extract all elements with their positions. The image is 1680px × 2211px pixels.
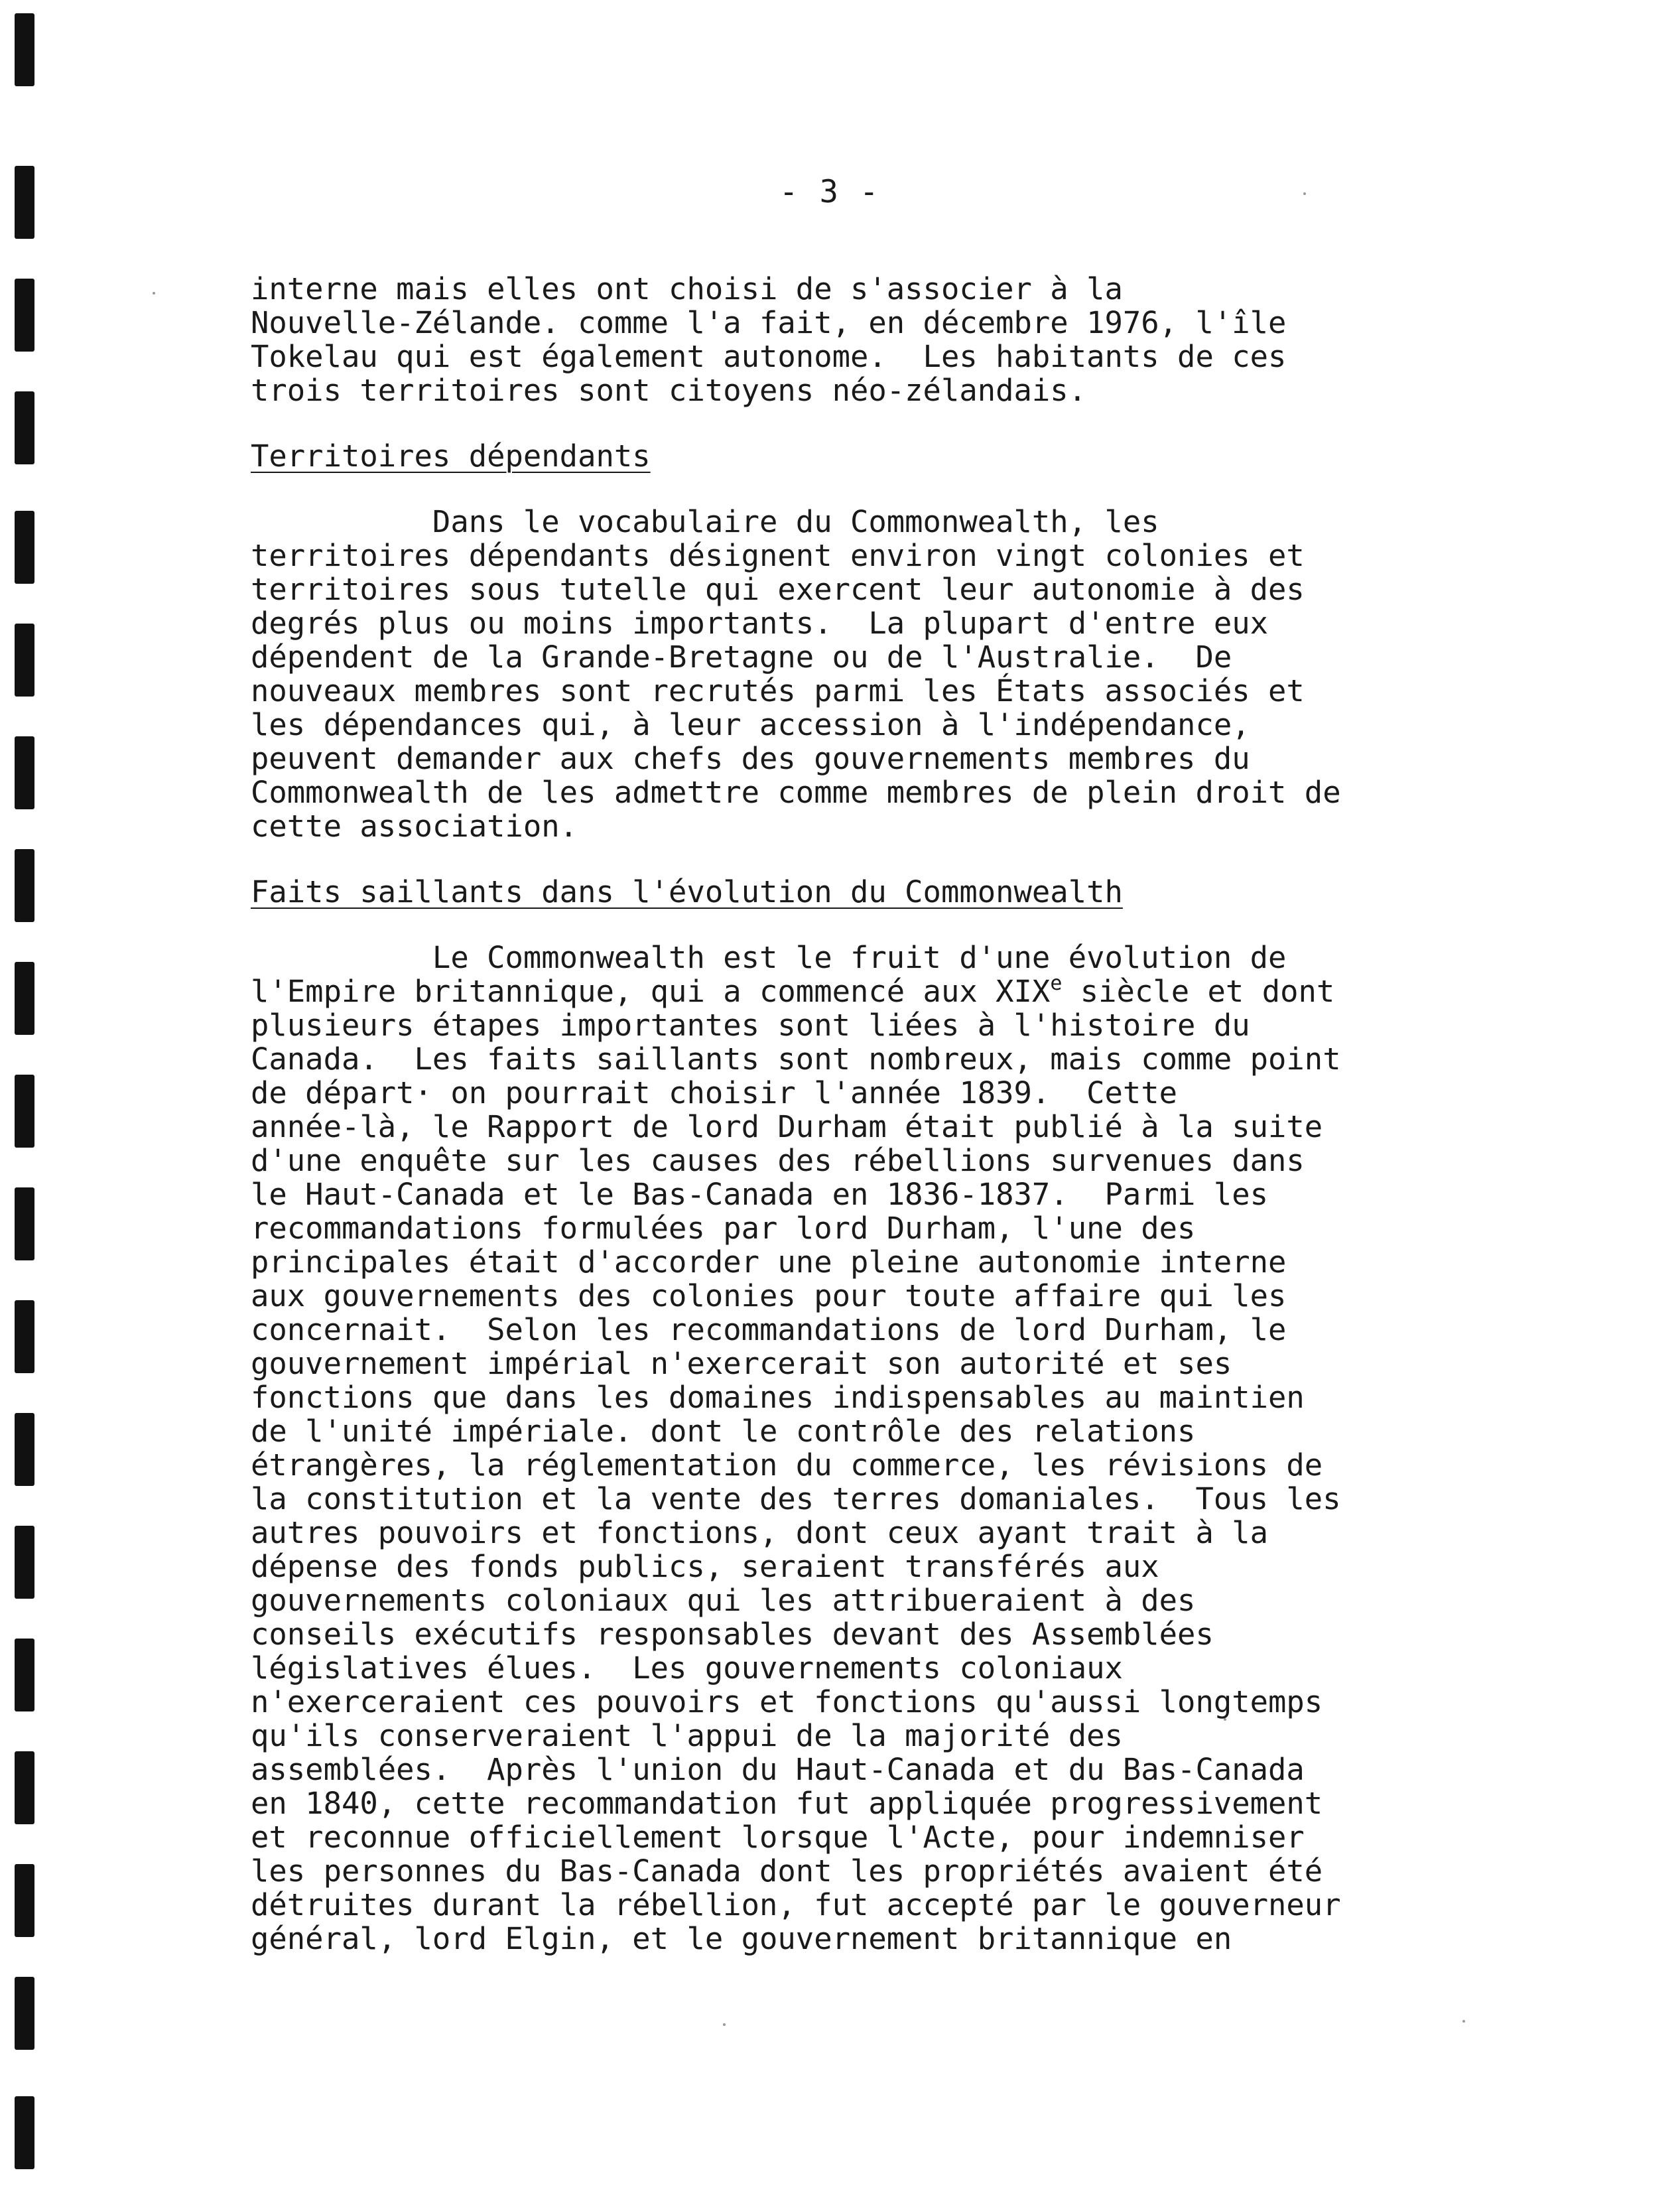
scan-speck — [153, 292, 155, 295]
text-line: nouveaux membres sont recrutés parmi les États associés et — [251, 673, 1305, 708]
text-line: de départ· on pourrait choisir l'année 1839. Cette — [251, 1075, 1178, 1110]
text-line: détruites durant la rébellion, fut accepté par le gouverneur — [251, 1887, 1341, 1922]
binder-mark — [15, 1526, 34, 1599]
binder-mark — [15, 511, 34, 584]
binder-mark — [15, 962, 34, 1035]
binder-mark — [15, 1864, 34, 1937]
text-line: Tokelau qui est également autonome. Les habitants de ces — [251, 339, 1287, 374]
text-line: recommandations formulées par lord Durham, l'une des — [251, 1211, 1196, 1246]
text-line: les personnes du Bas-Canada dont les propriétés avaient été — [251, 1853, 1323, 1889]
text-line: Nouvelle-Zélande. comme l'a fait, en décembre 1976, l'île — [251, 305, 1287, 340]
text-line: en 1840, cette recommandation fut appliquée progressivement — [251, 1786, 1323, 1821]
text-line: interne mais elles ont choisi de s'associer à la — [251, 271, 1123, 306]
text-line: territoires dépendants désignent environ vingt colonies et — [251, 538, 1305, 573]
text-line: général, lord Elgin, et le gouvernement britannique en — [251, 1921, 1232, 1956]
text-line: dépense des fonds publics, seraient transférés aux — [251, 1549, 1159, 1584]
text-line: gouvernement impérial n'exercerait son autorité et ses — [251, 1346, 1232, 1381]
text-line: qu'ils conserveraient l'appui de la majorité des — [251, 1718, 1123, 1753]
binder-mark — [15, 1977, 34, 2050]
binder-mark — [15, 1300, 34, 1373]
text-line: la constitution et la vente des terres domaniales. Tous les — [251, 1481, 1341, 1516]
text-line: conseils exécutifs responsables devant des Assemblées — [251, 1617, 1214, 1652]
text-line: Dans le vocabulaire du Commonwealth, les — [251, 504, 1159, 539]
section-heading-faits-saillants: Faits saillants dans l'évolution du Commonwealth — [251, 874, 1123, 909]
text-line: principales était d'accorder une pleine autonomie interne — [251, 1244, 1287, 1280]
text-line: les dépendances qui, à leur accession à l'indépendance, — [251, 707, 1250, 742]
text-segment: siècle et dont — [1062, 974, 1335, 1009]
binder-mark — [15, 1751, 34, 1824]
paragraph-continuation — [251, 272, 1484, 407]
binder-mark — [15, 1187, 34, 1260]
text-line: gouvernements coloniaux qui les attribueraient à des — [251, 1583, 1196, 1618]
binder-mark — [15, 849, 34, 922]
text-line: plusieurs étapes importantes sont liées à l'histoire du — [251, 1008, 1250, 1043]
binder-mark — [15, 624, 34, 697]
text-line: n'exerceraient ces pouvoirs et fonctions qu'aussi longtemps — [251, 1684, 1323, 1719]
text-line: législatives élues. Les gouvernements coloniaux — [251, 1650, 1123, 1686]
binder-mark — [15, 736, 34, 809]
text-line: Le Commonwealth est le fruit d'une évolution de — [251, 940, 1287, 975]
text-line: et reconnue officiellement lorsque l'Acte, pour indemniser — [251, 1820, 1305, 1855]
binder-mark — [15, 1639, 34, 1711]
text-line: étrangères, la réglementation du commerce, les révisions de — [251, 1447, 1323, 1483]
text-line: le Haut-Canada et le Bas-Canada en 1836-1837. Parmi les — [251, 1177, 1269, 1212]
binder-hole-marks — [15, 0, 41, 2211]
text-line: peuvent demander aux chefs des gouvernements membres du — [251, 741, 1250, 776]
text-segment: l'Empire britannique, qui a commencé aux XIX — [251, 974, 1051, 1009]
text-line: trois territoires sont citoyens néo-zélandais. — [251, 373, 1087, 408]
text-line: année-là, le Rapport de lord Durham était publié à la suite — [251, 1109, 1323, 1144]
paragraph-evolution — [251, 941, 1484, 1956]
binder-mark — [15, 1075, 34, 1148]
text-line: cette association. — [251, 809, 578, 844]
binder-mark — [15, 166, 34, 239]
binder-mark — [15, 13, 34, 86]
text-line: degrés plus ou moins importants. La plupart d'entre eux — [251, 606, 1269, 641]
paragraph-territoires — [251, 505, 1484, 843]
scan-speck — [1303, 192, 1306, 195]
text-line: autres pouvoirs et fonctions, dont ceux ayant trait à la — [251, 1515, 1269, 1550]
text-line: dépendent de la Grande-Bretagne ou de l'Australie. De — [251, 639, 1232, 675]
text-line: aux gouvernements des colonies pour toute affaire qui les — [251, 1278, 1287, 1313]
scan-speck — [1462, 2020, 1465, 2023]
scan-speck — [723, 2023, 726, 2026]
text-line: territoires sous tutelle qui exercent leur autonomie à des — [251, 572, 1305, 607]
text-line: de l'unité impériale. dont le contrôle des relations — [251, 1414, 1196, 1449]
text-line: Canada. Les faits saillants sont nombreux, mais comme point — [251, 1041, 1341, 1077]
text-line: assemblées. Après l'union du Haut-Canada et du Bas-Canada — [251, 1752, 1305, 1787]
text-line: fonctions que dans les domaines indispensables au maintien — [251, 1380, 1305, 1415]
binder-mark — [15, 391, 34, 464]
document-body — [251, 272, 1484, 1956]
text-line: concernait. Selon les recommandations de lord Durham, le — [251, 1312, 1287, 1347]
page-number: - 3 - — [779, 174, 880, 210]
binder-mark — [15, 2096, 34, 2169]
binder-mark — [15, 279, 34, 352]
binder-mark — [15, 1413, 34, 1486]
text-line: d'une enquête sur les causes des rébellions survenues dans — [251, 1143, 1305, 1178]
text-line: Commonwealth de les admettre comme membres de plein droit de — [251, 775, 1341, 810]
section-heading-territoires: Territoires dépendants — [251, 438, 651, 474]
text-line-with-superscript — [251, 974, 1484, 1008]
superscript: e — [1050, 972, 1063, 995]
